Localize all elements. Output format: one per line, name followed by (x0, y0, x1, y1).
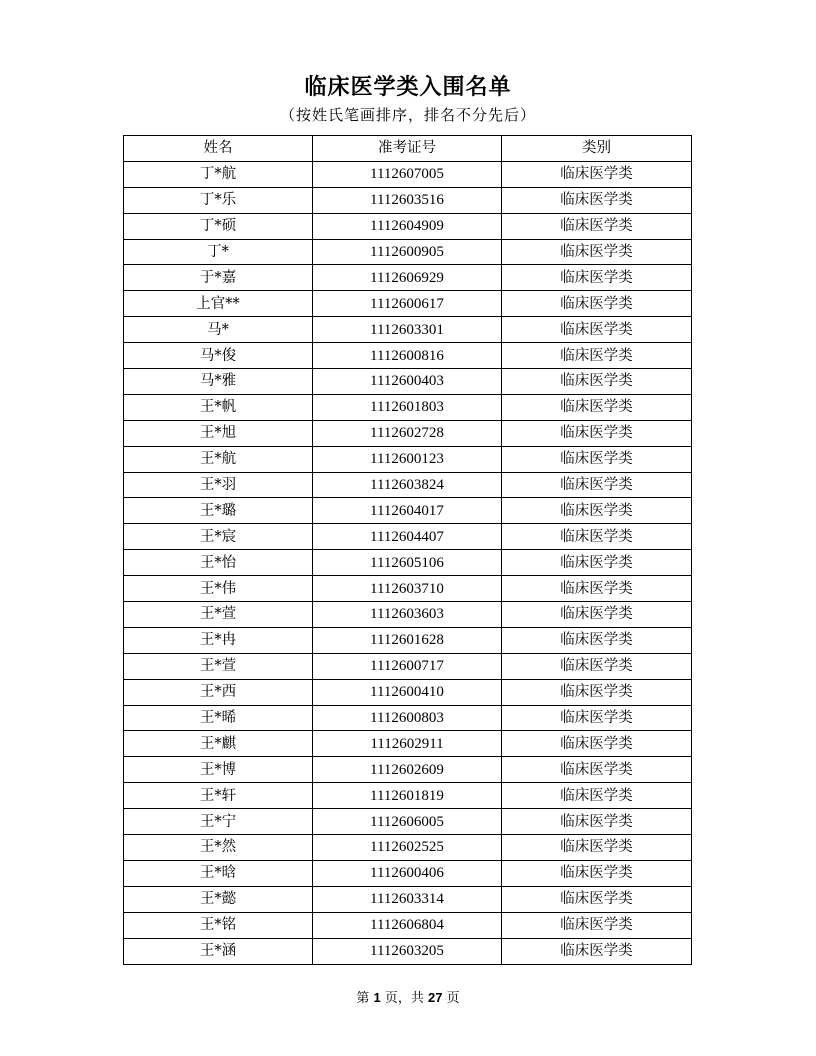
cell-category: 临床医学类 (502, 809, 692, 835)
page-footer (0, 988, 816, 1009)
cell-name: 丁*硕 (124, 213, 313, 239)
cell-exam-id: 1112604909 (313, 213, 502, 239)
cell-category: 临床医学类 (502, 731, 692, 757)
cell-category: 临床医学类 (502, 213, 692, 239)
cell-name: 王*璐 (124, 498, 313, 524)
table-row (124, 576, 692, 602)
cell-name: 王*宁 (124, 809, 313, 835)
table-row (124, 291, 692, 317)
table-row (124, 213, 692, 239)
cell-category: 临床医学类 (502, 420, 692, 446)
table-row (124, 627, 692, 653)
cell-exam-id: 1112601803 (313, 394, 502, 420)
table-row (124, 446, 692, 472)
cell-exam-id: 1112604407 (313, 524, 502, 550)
column-header-exam-id: 准考证号 (313, 136, 502, 162)
cell-exam-id: 1112600410 (313, 679, 502, 705)
cell-category: 临床医学类 (502, 265, 692, 291)
cell-exam-id: 1112603516 (313, 187, 502, 213)
cell-exam-id: 1112603205 (313, 938, 502, 964)
column-header-name: 姓名 (124, 136, 313, 162)
table-row (124, 757, 692, 783)
table-row (124, 860, 692, 886)
roster-table (123, 135, 692, 965)
table-row (124, 369, 692, 395)
total-page-count: 27 (428, 990, 443, 1005)
cell-exam-id: 1112606804 (313, 912, 502, 938)
cell-name: 王*羽 (124, 472, 313, 498)
cell-exam-id: 1112600905 (313, 239, 502, 265)
cell-name: 丁*航 (124, 161, 313, 187)
cell-category: 临床医学类 (502, 472, 692, 498)
cell-exam-id: 1112603603 (313, 602, 502, 628)
cell-category: 临床医学类 (502, 653, 692, 679)
cell-exam-id: 1112600123 (313, 446, 502, 472)
cell-exam-id: 1112602525 (313, 835, 502, 861)
cell-category: 临床医学类 (502, 938, 692, 964)
table-row (124, 187, 692, 213)
cell-name: 王*晞 (124, 705, 313, 731)
column-header-category: 类别 (502, 136, 692, 162)
cell-name: 马* (124, 317, 313, 343)
cell-name: 王*航 (124, 446, 313, 472)
cell-exam-id: 1112607005 (313, 161, 502, 187)
cell-exam-id: 1112603710 (313, 576, 502, 602)
cell-name: 王*铭 (124, 912, 313, 938)
table-header-row (124, 136, 692, 162)
table-row (124, 809, 692, 835)
table-row (124, 938, 692, 964)
table-row (124, 239, 692, 265)
cell-category: 临床医学类 (502, 161, 692, 187)
footer-middle: 页，共 (384, 991, 424, 1006)
cell-category: 临床医学类 (502, 602, 692, 628)
cell-exam-id: 1112600617 (313, 291, 502, 317)
current-page-number: 1 (373, 990, 381, 1005)
cell-name: 上官** (124, 291, 313, 317)
cell-category: 临床医学类 (502, 446, 692, 472)
cell-category: 临床医学类 (502, 239, 692, 265)
cell-category: 临床医学类 (502, 343, 692, 369)
table-row (124, 679, 692, 705)
table-row (124, 394, 692, 420)
cell-exam-id: 1112602728 (313, 420, 502, 446)
page-title: 临床医学类入围名单 (304, 74, 512, 100)
cell-category: 临床医学类 (502, 705, 692, 731)
cell-category: 临床医学类 (502, 498, 692, 524)
cell-name: 王*旭 (124, 420, 313, 446)
cell-category: 临床医学类 (502, 524, 692, 550)
cell-exam-id: 1112600803 (313, 705, 502, 731)
cell-category: 临床医学类 (502, 550, 692, 576)
table-row (124, 550, 692, 576)
cell-exam-id: 1112600403 (313, 369, 502, 395)
cell-exam-id: 1112600816 (313, 343, 502, 369)
cell-exam-id: 1112605106 (313, 550, 502, 576)
cell-name: 王*然 (124, 835, 313, 861)
table-body (124, 161, 692, 964)
cell-name: 王*涵 (124, 938, 313, 964)
cell-name: 丁*乐 (124, 187, 313, 213)
table-row (124, 783, 692, 809)
cell-name: 王*麒 (124, 731, 313, 757)
table-row (124, 912, 692, 938)
cell-name: 王*怡 (124, 550, 313, 576)
cell-name: 王*萱 (124, 602, 313, 628)
table-row (124, 472, 692, 498)
cell-exam-id: 1112603301 (313, 317, 502, 343)
table-row (124, 317, 692, 343)
cell-name: 王*西 (124, 679, 313, 705)
table-row (124, 653, 692, 679)
cell-name: 丁* (124, 239, 313, 265)
cell-exam-id: 1112603824 (313, 472, 502, 498)
cell-exam-id: 1112604017 (313, 498, 502, 524)
page-subtitle: （按姓氏笔画排序，排名不分先后） (279, 106, 536, 124)
table-row (124, 498, 692, 524)
cell-category: 临床医学类 (502, 187, 692, 213)
cell-name: 王*帆 (124, 394, 313, 420)
footer-suffix: 页 (446, 991, 460, 1006)
cell-category: 临床医学类 (502, 394, 692, 420)
cell-category: 临床医学类 (502, 627, 692, 653)
cell-exam-id: 1112600717 (313, 653, 502, 679)
table-row (124, 886, 692, 912)
table-row (124, 524, 692, 550)
cell-category: 临床医学类 (502, 317, 692, 343)
footer-prefix: 第 (356, 991, 370, 1006)
cell-name: 于*嘉 (124, 265, 313, 291)
table-row (124, 265, 692, 291)
cell-exam-id: 1112600406 (313, 860, 502, 886)
cell-name: 王*晗 (124, 860, 313, 886)
cell-name: 王*伟 (124, 576, 313, 602)
cell-category: 临床医学类 (502, 860, 692, 886)
cell-name: 马*俊 (124, 343, 313, 369)
cell-category: 临床医学类 (502, 576, 692, 602)
cell-name: 王*懿 (124, 886, 313, 912)
cell-name: 王*冉 (124, 627, 313, 653)
cell-exam-id: 1112602911 (313, 731, 502, 757)
table-row (124, 343, 692, 369)
cell-exam-id: 1112603314 (313, 886, 502, 912)
table-row (124, 602, 692, 628)
cell-category: 临床医学类 (502, 912, 692, 938)
cell-exam-id: 1112601628 (313, 627, 502, 653)
cell-category: 临床医学类 (502, 291, 692, 317)
cell-category: 临床医学类 (502, 835, 692, 861)
cell-category: 临床医学类 (502, 886, 692, 912)
table-row (124, 420, 692, 446)
cell-name: 王*轩 (124, 783, 313, 809)
table-row (124, 835, 692, 861)
cell-category: 临床医学类 (502, 783, 692, 809)
cell-category: 临床医学类 (502, 679, 692, 705)
table-row (124, 705, 692, 731)
cell-category: 临床医学类 (502, 757, 692, 783)
cell-category: 临床医学类 (502, 369, 692, 395)
table-row (124, 731, 692, 757)
cell-exam-id: 1112606929 (313, 265, 502, 291)
cell-exam-id: 1112601819 (313, 783, 502, 809)
cell-name: 王*萱 (124, 653, 313, 679)
table-row (124, 161, 692, 187)
cell-name: 王*宸 (124, 524, 313, 550)
cell-name: 王*博 (124, 757, 313, 783)
cell-name: 马*雅 (124, 369, 313, 395)
cell-exam-id: 1112602609 (313, 757, 502, 783)
cell-exam-id: 1112606005 (313, 809, 502, 835)
